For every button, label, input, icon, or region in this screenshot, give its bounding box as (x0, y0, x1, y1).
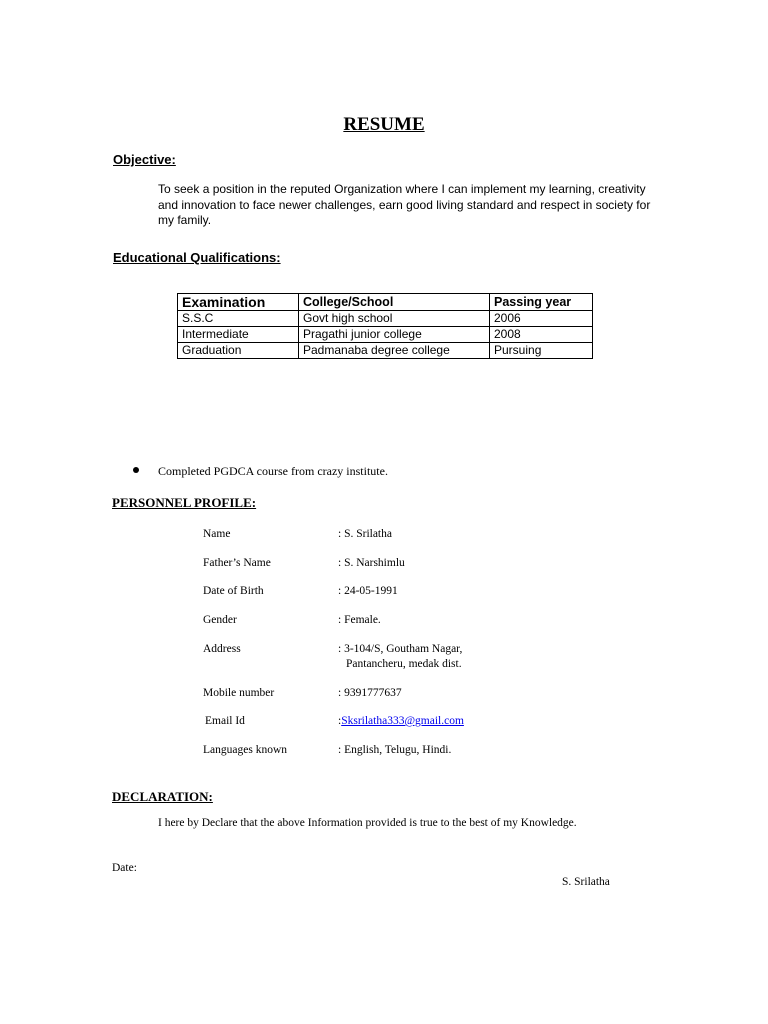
table-row (178, 327, 593, 343)
address-label: Address (203, 643, 241, 655)
table-row (178, 343, 593, 359)
table-cell: Graduation (178, 343, 299, 359)
table-header-examination: Examination (178, 294, 299, 311)
table-cell: Pragathi junior college (299, 327, 490, 343)
languages-value: : English, Telugu, Hindi. (338, 744, 452, 756)
objective-text: To seek a position in the reputed Organization where I can implement my learning, creativity and innovation to face newer challenges, earn good living standard and respect in society for my family. (158, 182, 651, 227)
declaration-text: I here by Declare that the above Information provided is true to the best of my Knowledge. (158, 817, 577, 829)
mobile-label: Mobile number (203, 687, 275, 699)
declaration-heading: DECLARATION: (112, 789, 213, 804)
email-prefix: : (338, 715, 342, 727)
email-value-wrapper (338, 715, 464, 727)
objective-heading: Objective: (113, 152, 176, 167)
email-link[interactable]: Sksrilatha333@gmail.com (341, 715, 464, 727)
name-label: Name (203, 528, 231, 540)
table-cell: S.S.C (178, 311, 299, 327)
address-line-1: : 3-104/S, Goutham Nagar, (338, 643, 463, 655)
table-cell: Intermediate (178, 327, 299, 343)
table-cell: 2008 (490, 327, 593, 343)
table-header-passing-year: Passing year (490, 294, 593, 311)
father-name-label: Father’s Name (203, 557, 271, 569)
table-cell: Pursuing (490, 343, 593, 359)
father-name-value: : S. Narshimlu (338, 557, 405, 569)
table-header-college: College/School (299, 294, 490, 311)
table-cell: 2006 (490, 311, 593, 327)
date-label: Date: (112, 862, 137, 874)
dob-label: Date of Birth (203, 585, 264, 597)
mobile-value: : 9391777637 (338, 687, 402, 699)
dob-value: : 24-05-1991 (338, 585, 398, 597)
gender-value: : Female. (338, 614, 381, 626)
email-label: Email Id (205, 715, 245, 727)
table-cell: Govt high school (299, 311, 490, 327)
education-heading: Educational Qualifications: (113, 250, 281, 265)
course-bullet-text: Completed PGDCA course from crazy institute. (158, 464, 388, 478)
languages-label: Languages known (203, 744, 287, 756)
page-title: RESUME (343, 114, 425, 135)
table-row (178, 311, 593, 327)
table-cell: Padmanaba degree college (299, 343, 490, 359)
signature: S. Srilatha (562, 876, 610, 888)
bullet-icon (133, 467, 139, 473)
table-header-row (178, 294, 593, 311)
education-table (177, 293, 593, 359)
gender-label: Gender (203, 614, 237, 626)
profile-heading: PERSONNEL PROFILE: (112, 495, 257, 510)
address-line-2: Pantancheru, medak dist. (346, 658, 462, 670)
name-value: : S. Srilatha (338, 528, 392, 540)
